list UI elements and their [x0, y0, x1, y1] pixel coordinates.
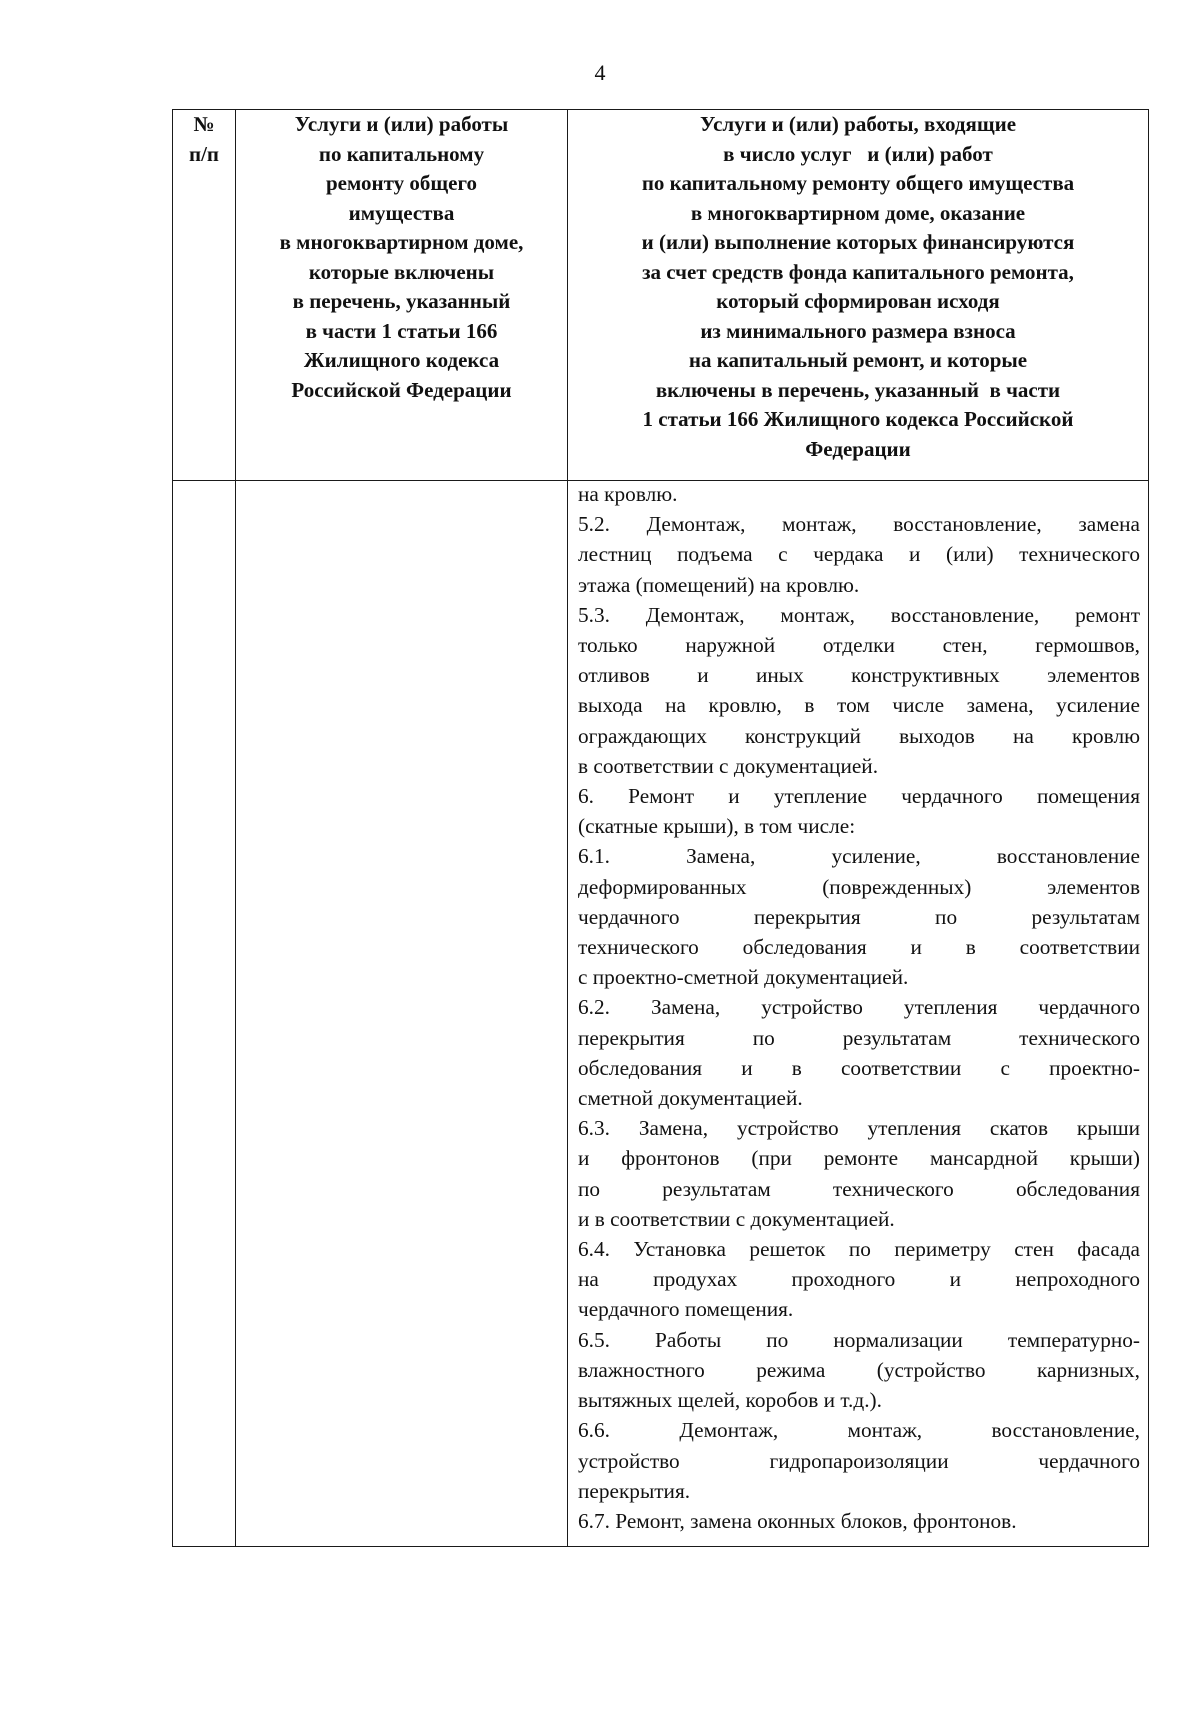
text-line: этажа (помещений) на кровлю.	[578, 572, 860, 597]
text-line: вытяжных щелей, коробов и т.д.).	[578, 1388, 882, 1413]
text-line: перекрытия по результатам технического	[578, 1025, 1140, 1050]
header-services-list-cell	[236, 110, 568, 481]
text-line: 6. Ремонт и утепление чердачного помещения	[578, 784, 1140, 809]
header-services-list-line: Жилищного кодекса	[303, 348, 500, 372]
text-line: устройство гидропароизоляции чердачного	[578, 1448, 1140, 1473]
table-row	[173, 481, 1149, 1547]
text-line: ограждающих конструкций выходов на кровлю	[578, 723, 1140, 748]
text-line: деформированных (поврежденных) элементов	[578, 874, 1140, 899]
header-services-detail-line: и (или) выполнение которых финансируются	[641, 230, 1075, 254]
header-services-detail-line: из минимального размера взноса	[700, 318, 1016, 343]
text-line: выхода на кровлю, в том числе замена, усиление	[578, 693, 1140, 718]
text-line: технического обследования и в соответствии	[578, 935, 1140, 960]
header-services-list-line: в перечень, указанный	[292, 289, 511, 313]
page-number: 4	[594, 60, 606, 85]
header-services-detail-line: Услуги и (или) работы, входящие	[699, 112, 1017, 136]
header-services-detail-line: включены в перечень, указанный в части	[655, 377, 1061, 402]
text-line: 5.3. Демонтаж, монтаж, восстановление, ремонт	[578, 602, 1140, 627]
text-line: (скатные крыши), в том числе:	[578, 814, 856, 839]
header-services-list-line: по капитальному	[318, 141, 485, 166]
text-line: влажностного режима (устройство карнизных,	[578, 1357, 1140, 1382]
header-number-cell	[173, 110, 236, 481]
text-line: перекрытия.	[578, 1478, 691, 1503]
services-table	[172, 109, 1149, 1547]
text-line: и фронтонов (при ремонте мансардной крыши)	[578, 1146, 1140, 1171]
header-services-detail-line: по капитальному ремонту общего имущества	[641, 171, 1075, 195]
text-line: обследования и в соответствии с проектно-	[578, 1055, 1140, 1080]
text-line: по результатам технического обследования	[578, 1176, 1140, 1201]
text-line: сметной документацией.	[578, 1086, 803, 1111]
text-line: 6.6. Демонтаж, монтаж, восстановление,	[578, 1418, 1140, 1443]
header-services-list-line: ремонту общего	[326, 171, 477, 195]
text-line: чердачного перекрытия по результатам	[578, 904, 1140, 929]
header-services-detail-line: в число услуг и (или) работ	[723, 141, 993, 166]
header-services-list-line: которые включены	[308, 259, 495, 284]
text-line: 5.2. Демонтаж, монтаж, восстановление, замена	[578, 512, 1140, 537]
header-services-list-line: Российской Федерации	[291, 377, 512, 402]
text-line: 6.5. Работы по нормализации температурно-	[578, 1327, 1140, 1352]
header-services-list-line: в многоквартирном доме,	[279, 230, 524, 254]
header-services-detail-line: в многоквартирном доме, оказание	[690, 200, 1026, 225]
text-line: лестниц подъема с чердака и (или) технического	[578, 542, 1140, 567]
header-number-line: п/п	[188, 141, 220, 166]
header-services-detail-line: 1 статьи 166 Жилищного кодекса Российской	[642, 407, 1074, 431]
text-line: 6.7. Ремонт, замена оконных блоков, фронтонов.	[578, 1508, 1017, 1533]
header-services-list-line: имущества	[348, 200, 455, 225]
header-services-detail-line: на капитальный ремонт, и которые	[688, 348, 1028, 372]
header-number-line: №	[193, 112, 215, 136]
text-line: на продухах проходного и непроходного	[578, 1267, 1140, 1292]
header-services-detail-line: который сформирован исходя	[716, 289, 1000, 313]
text-line: отливов и иных конструктивных элементов	[578, 663, 1140, 688]
header-services-list-line: Услуги и (или) работы	[294, 112, 509, 136]
table-header-row	[173, 110, 1149, 481]
text-line: чердачного помещения.	[578, 1297, 794, 1322]
header-services-list-line: в части 1 статьи 166	[305, 318, 498, 343]
text-line: с проектно-сметной документацией.	[578, 965, 909, 990]
services-detail-text	[568, 479, 1148, 1536]
row-services-list-cell	[236, 481, 568, 1547]
text-line: 6.3. Замена, устройство утепления скатов крыши	[578, 1116, 1140, 1141]
text-line: 6.2. Замена, устройство утепления чердачного	[578, 995, 1140, 1020]
header-services-detail-line: Федерации	[805, 436, 911, 461]
text-line: 6.1. Замена, усиление, восстановление	[578, 844, 1140, 869]
text-line: в соответствии с документацией.	[578, 753, 879, 778]
text-line: только наружной отделки стен, гермошвов,	[578, 633, 1140, 658]
row-services-detail-cell	[568, 481, 1149, 1547]
header-services-detail-line: за счет средств фонда капитального ремонта,	[642, 259, 1074, 284]
text-line: и в соответствии с документацией.	[578, 1206, 895, 1231]
text-line: на кровлю.	[578, 482, 678, 506]
header-services-detail-cell	[568, 110, 1149, 481]
text-line: 6.4. Установка решеток по периметру стен фасада	[578, 1237, 1140, 1262]
row-number-cell	[173, 481, 236, 1547]
